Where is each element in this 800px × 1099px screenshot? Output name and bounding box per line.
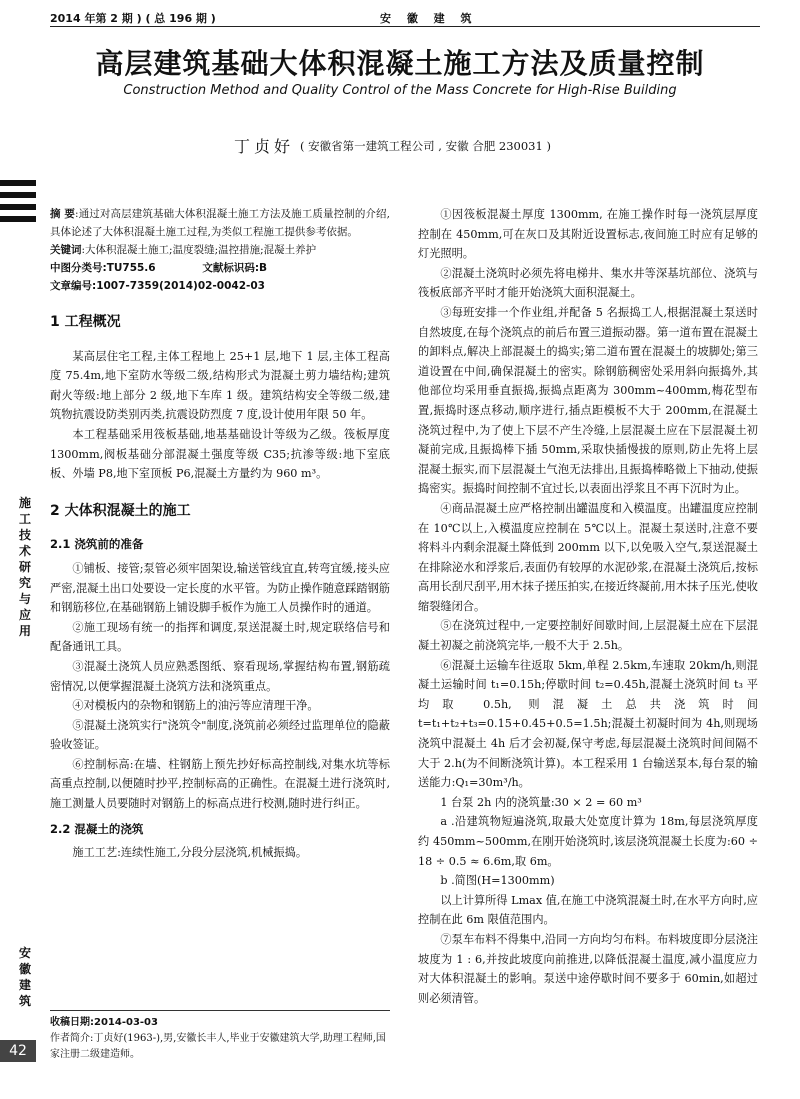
keywords-text: :大体积混凝土施工;温度裂缝;温控措施;混凝土养护 [81, 244, 317, 256]
paragraph: ①铺板、接管;泵管必须牢固架设,输送管线宜直,转弯宜缓,接头应严密,混凝土出口处要设一定长度的水平管。为防止操作随意踩踏钢筋和钢筋移位,在基础钢筋上铺设脚手板作为施工人员操作时的通道。 [50, 561, 390, 615]
paragraph: ③每班安排一个作业组,并配备 5 名振捣工人,根据混凝土泵送时自然坡度,在每个浇筑点的前后布置三道振动器。第一道布置在混凝土的卸料点,解决上部混凝土的捣实;第二道布置在混凝土的坡脚处;第三道设置在中间,确保混凝土的密实。除钢筋稠密处采用斜向振捣外,其他部位均采用垂直振捣,振捣点距离为 300mm~400mm,梅花型布置,振捣时逐点移动,顺序进行,插点距模板不大于 200mm,在混凝土浇筑过程中,为了使上下层不产生冷缝,上层混凝土应在下层混凝土初凝前完成,且振捣棒下插 50mm,采取快插慢拔的原则,防止先将上层混凝土振实,而下层混凝土气泡无法排出,且振捣棒略微上下抽动,使振捣密实。振捣时间控制不宜过长,以表面出浮浆且不再下沉时为止。 [418, 305, 758, 496]
paragraph: ⑤混凝土浇筑实行"浇筑令"制度,浇筑前必须经过监理单位的隐蔽验收签证。 [50, 718, 390, 752]
side-column-label: 施工技术研究与应用 [18, 496, 31, 638]
footnote [50, 1010, 390, 1063]
author-name: 丁贞好 [234, 137, 295, 156]
subsection-2-1-heading: 2.1 浇筑前的准备 [50, 537, 144, 552]
author-affiliation: ( 安徽省第一建筑工程公司 , 安徽 合肥 230031 ) [300, 139, 551, 153]
paragraph: ①因筏板混凝土厚度 1300mm, 在施工操作时每一浇筑层厚度控制在 450mm,可在灰口及其附近设置标志,夜间施工时应有足够的灯光照明。 [418, 208, 758, 261]
paragraph: 某高层住宅工程,主体工程地上 25+1 层,地下 1 层,主体工程高度 75.4m,地下室防水等级二级,结构形式为混凝土剪力墙结构;建筑耐火等级:地上部分 2 级,地下车库 1 级。建筑结构安全等级二级,建筑物抗震设防类别丙类,抗震设防烈度 7 度,设计使用年限 50 年。 [50, 349, 390, 422]
equation: 1 台泵 2h 内的浇筑量:30 × 2 = 60 m³ [440, 795, 642, 809]
paragraph: ③混凝土浇筑人员应熟悉图纸、察看现场,掌握结构布置,钢筋疏密情况,以便掌握混凝土浇筑方法和浇筑重点。 [50, 659, 390, 693]
issue-label: 2014 年第 2 期 ) ( 总 196 期 ) [50, 12, 216, 25]
paragraph: ⑥混凝土运输车往返取 5km,单程 2.5km,车速取 20km/h,则混凝土运输时间 t₁=0.15h;停歇时间 t₂=0.45h,混凝土浇筑时间 t₃ 平均取 0.5h, 则混凝土总共浇筑时间 t=t₁+t₂+t₃=0.15+0.45+0.5=1.5h;混凝土初凝时间为 4h,则现场浇筑中混凝土 4h 后才会初凝,保守考虑,每层混凝土浇筑时间间隔不大于 2.h(为不间断浇筑计算)。本工程采用 1 台输送泵本,每台泵的输送能力:Q₁=30m³/h。 [418, 658, 758, 790]
clc-number: 中图分类号:TU755.6 [50, 262, 156, 274]
equation: b .简图(H=1300mm) [440, 874, 555, 888]
abstract-label: 摘 要 [50, 208, 76, 220]
journal-name: 安 徽 建 筑 [380, 12, 478, 25]
paragraph: 本工程基础采用筏板基础,地基基础设计等级为乙级。筏板厚度 1300mm,阀板基础分部混凝土强度等级 C35;抗渗等级:地下室底板、外墙 P8,地下室顶板 P6,混凝土方量约为 960 m³。 [50, 427, 390, 481]
section-mark-icon [0, 180, 36, 234]
running-header [50, 8, 760, 27]
keywords-label: 关键词 [50, 244, 82, 256]
side-journal-label: 安徽建筑 [18, 946, 31, 1008]
paragraph: ④商品混凝土应严格控制出罐温度和入模温度。出罐温度应控制在 10℃以上,入模温度应控制在 5℃以上。混凝土泵送时,注意不要将料斗内剩余混凝土降低到 200mm 以下,以免吸入空气,泵送混凝土在排除泌水和浮浆后,表面仍有较厚的水泥砂浆,在混凝土浇筑后,按标高用长刮尺刮平,用木抹子搓压拍实,在接近终凝前,用木抹子压光,使收缩裂缝闭合。 [418, 501, 758, 613]
paragraph: ②混凝土浇筑时必须先将电梯井、集水井等深基坑部位、浇筑与筏板底部齐平时才能开始浇筑大面积混凝土。 [418, 266, 758, 300]
doc-code: 文献标识码:B [202, 262, 268, 274]
paragraph: ②施工现场有统一的指挥和调度,泵送混凝土时,规定联络信号和配备通讯工具。 [50, 620, 390, 654]
article-number: 文章编号:1007-7359(2014)02-0042-03 [50, 280, 265, 292]
right-column [418, 205, 758, 1008]
received-date: 收稿日期:2014-03-03 [50, 1017, 158, 1028]
subsection-2-2-heading: 2.2 混凝土的浇筑 [50, 821, 144, 836]
paragraph: 以上计算所得 Lmax 值,在施工中浇筑混凝土时,在水平方向时,应控制在此 6m 限值范围内。 [418, 893, 758, 927]
paragraph: ④对模板内的杂物和钢筋上的油污等应清理干净。 [72, 699, 319, 713]
paper-subtitle: Construction Method and Quality Control of the Mass Concrete for High-Rise Building [123, 83, 677, 98]
paragraph: ⑥控制标高:在墙、柱钢筋上预先抄好标高控制线,对集水坑等标高重点控制,以便随时抄平,控制标高的正确性。在混凝土进行浇筑时,施工测量人员要随时对钢筋上的标高点进行校测,随时进行纠正。 [50, 757, 390, 811]
abstract-text: :通过对高层建筑基础大体积混凝土施工方法及施工质量控制的介绍,具体论述了大体积混凝土施工过程,为类似工程施工提供参考依据。 [50, 208, 391, 238]
author-bio: 作者简介:丁贞好(1963-),男,安徽长丰人,毕业于安徽建筑大学,助理工程师,国家注册二级建造师。 [50, 1033, 386, 1060]
section-2-heading: 2 大体积混凝土的施工 [50, 502, 191, 519]
paragraph: ⑤在浇筑过程中,一定要控制好间歇时间,上层混凝土应在下层混凝土初凝之前浇筑完毕,一般不大于 2.5h。 [418, 619, 758, 653]
left-column [50, 205, 390, 863]
paragraph: 施工工艺:连续性施工,分段分层浇筑,机械振捣。 [72, 846, 308, 860]
paragraph: a .沿建筑物短遍浇筑,取最大处宽度计算为 18m,每层浇筑厚度约 450mm~500mm,在刚开始浇筑时,该层浇筑混凝土长度为:60 ÷ 18 ÷ 0.5 ≈ 6.6m,取 6m。 [418, 815, 758, 868]
section-1-heading: 1 工程概况 [50, 314, 121, 330]
page-number: 42 [0, 1040, 36, 1062]
abstract-block [50, 205, 390, 295]
paper-title: 高层建筑基础大体积混凝土施工方法及质量控制 [95, 47, 705, 80]
paragraph: ⑦泵车布料不得集中,沿同一方向均匀布料。布料坡度即分层浇注坡度为 1 : 6,并按此坡度向前推进,以降低混凝土温度,减小温度应力对大体积混凝土的影响。泵送中途停歇时间不要多于 60min,如超过则必须清管。 [418, 932, 758, 1005]
